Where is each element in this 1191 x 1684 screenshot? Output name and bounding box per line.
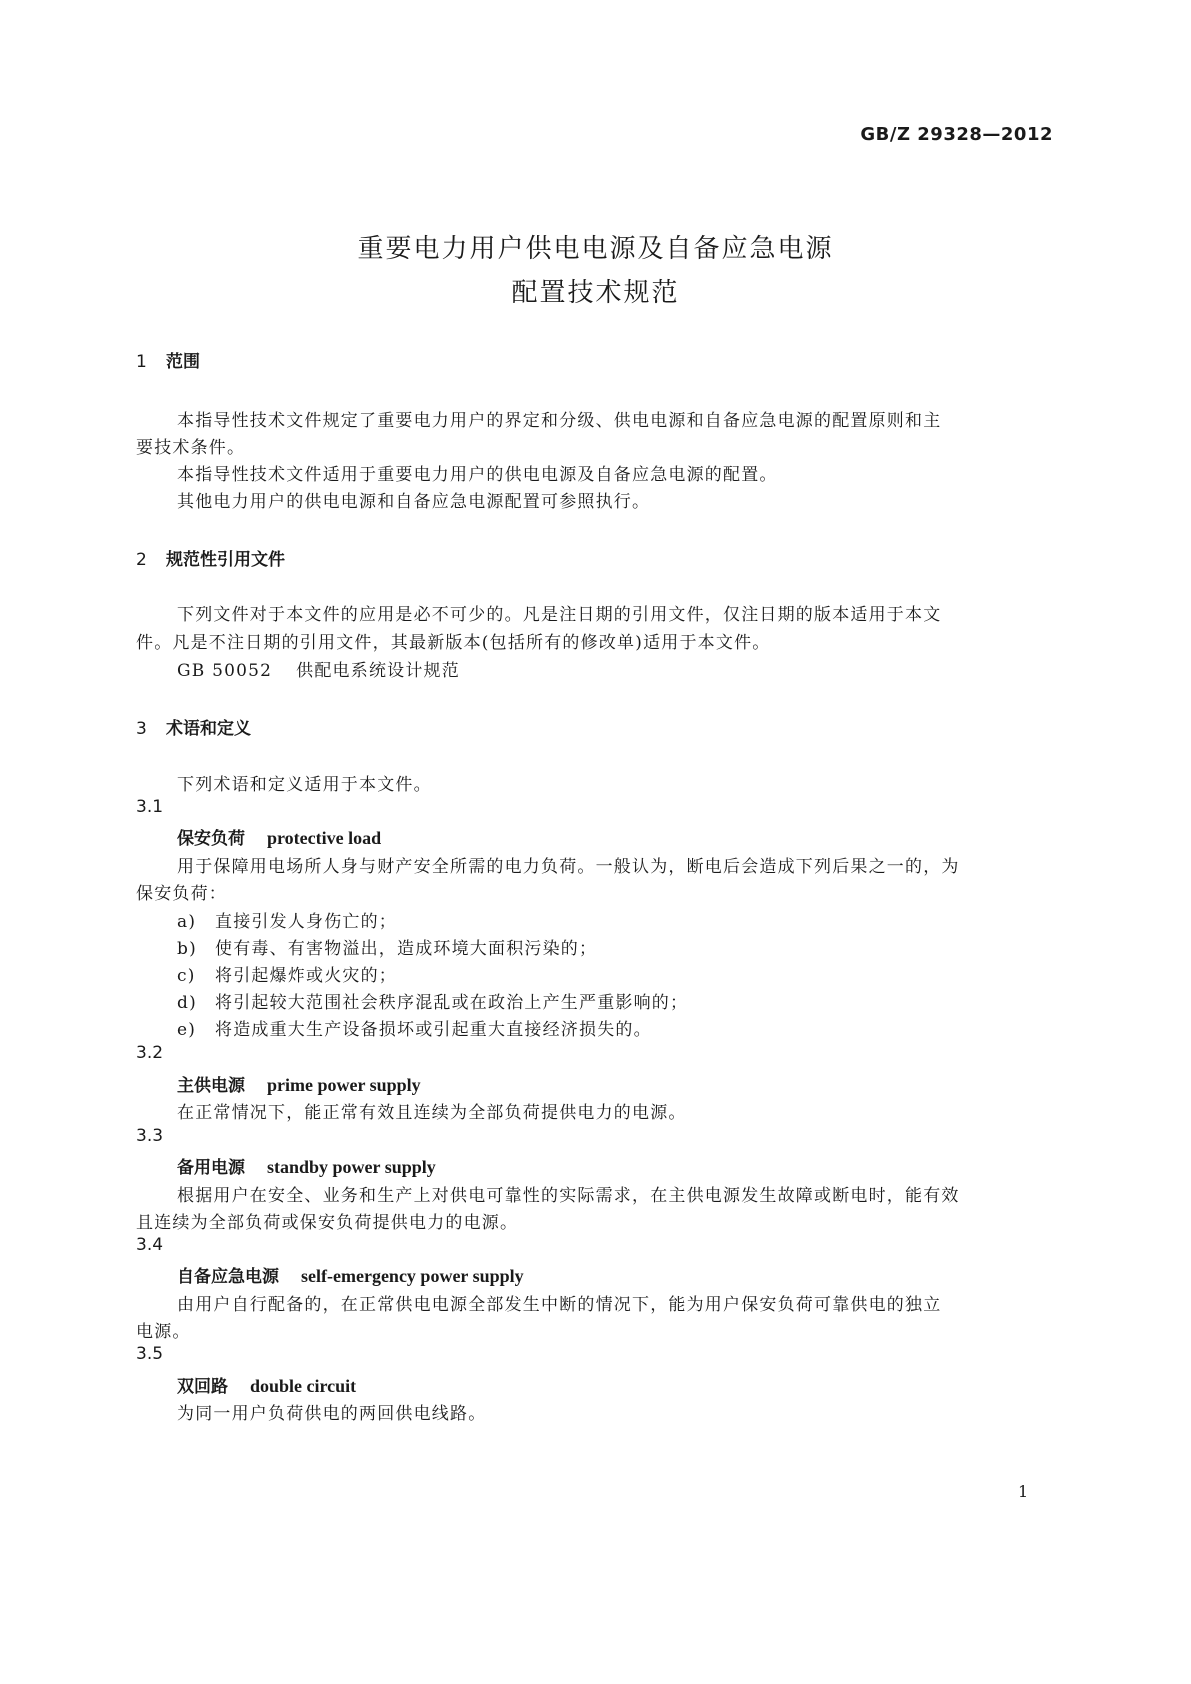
section-title: 术语和定义 [166, 719, 251, 739]
term-entry [177, 1262, 524, 1287]
page-number: 1 [1018, 1482, 1029, 1501]
paragraph-line: 下列术语和定义适用于本文件。 [177, 775, 432, 795]
list-text: 将造成重大生产设备损坏或引起重大直接经济损失的。 [215, 1020, 652, 1040]
section-number: 3 [136, 719, 147, 739]
term-english: protective load [267, 828, 382, 848]
term-entry [177, 824, 381, 849]
term-chinese: 主供电源 [177, 1076, 245, 1096]
definition-line: 在正常情况下，能正常有效且连续为全部负荷提供电力的电源。 [177, 1103, 687, 1123]
list-text: 使有毒、有害物溢出，造成环境大面积污染的； [215, 939, 598, 959]
section-title: 范围 [166, 352, 200, 372]
clause-number: 3.1 [136, 797, 164, 817]
reference-title: 供配电系统设计规范 [296, 661, 460, 681]
standard-number: GB/Z 29328—2012 [860, 124, 1053, 145]
section-number: 1 [136, 352, 147, 372]
definition-line: 保安负荷： [136, 884, 227, 904]
term-chinese: 保安负荷 [177, 829, 245, 849]
term-entry [177, 1153, 436, 1178]
clause-number: 3.5 [136, 1344, 164, 1364]
paragraph-line: 其他电力用户的供电电源和自备应急电源配置可参照执行。 [177, 492, 651, 512]
list-item [177, 1015, 652, 1040]
list-item [177, 907, 397, 932]
term-english: self-emergency power supply [301, 1266, 524, 1286]
term-chinese: 自备应急电源 [177, 1267, 279, 1287]
list-label: b) [177, 939, 197, 959]
definition-line: 电源。 [136, 1322, 191, 1342]
term-entry [177, 1071, 421, 1096]
list-item [177, 961, 397, 986]
section-3-heading [136, 714, 251, 739]
list-label: a) [177, 912, 197, 932]
definition-line: 根据用户在安全、业务和生产上对供电可靠性的实际需求，在主供电源发生故障或断电时，能有效 [177, 1186, 960, 1206]
term-entry [177, 1372, 356, 1397]
reference-code: GB 50052 [177, 661, 273, 681]
term-english: standby power supply [267, 1157, 436, 1177]
clause-number: 3.3 [136, 1126, 164, 1146]
list-item [177, 934, 597, 959]
clause-number: 3.2 [136, 1043, 164, 1063]
list-label: e) [177, 1020, 197, 1040]
document-title-line-2: 配置技术规范 [511, 278, 680, 308]
list-text: 将引起较大范围社会秩序混乱或在政治上产生严重影响的； [215, 993, 689, 1013]
paragraph-line: 要技术条件。 [136, 438, 246, 458]
definition-line: 由用户自行配备的，在正常供电电源全部发生中断的情况下，能为用户保安负荷可靠供电的独立 [177, 1295, 942, 1315]
list-text: 直接引发人身伤亡的； [215, 912, 397, 932]
definition-line: 为同一用户负荷供电的两回供电线路。 [177, 1404, 487, 1424]
list-label: c) [177, 966, 196, 986]
document-title-line-1: 重要电力用户供电电源及自备应急电源 [357, 234, 834, 264]
paragraph-line: 件。凡是不注日期的引用文件，其最新版本(包括所有的修改单)适用于本文件。 [136, 633, 771, 653]
paragraph-line: 本指导性技术文件规定了重要电力用户的界定和分级、供电电源和自备应急电源的配置原则和主 [177, 411, 942, 431]
term-english: double circuit [250, 1376, 357, 1396]
section-2-heading [136, 545, 285, 570]
paragraph-line: 下列文件对于本文件的应用是必不可少的。凡是注日期的引用文件，仅注日期的版本适用于本文 [177, 605, 942, 625]
term-chinese: 双回路 [177, 1377, 228, 1397]
list-item [177, 988, 688, 1013]
list-label: d) [177, 993, 197, 1013]
definition-line: 且连续为全部负荷或保安负荷提供电力的电源。 [136, 1213, 519, 1233]
paragraph-line: 本指导性技术文件适用于重要电力用户的供电电源及自备应急电源的配置。 [177, 465, 778, 485]
term-english: prime power supply [267, 1075, 421, 1095]
normative-reference [177, 656, 460, 681]
section-1-heading [136, 347, 200, 372]
list-text: 将引起爆炸或火灾的； [215, 966, 397, 986]
definition-line: 用于保障用电场所人身与财产安全所需的电力负荷。一般认为，断电后会造成下列后果之一的，为 [177, 857, 960, 877]
section-title: 规范性引用文件 [166, 550, 285, 570]
term-chinese: 备用电源 [177, 1158, 245, 1178]
section-number: 2 [136, 550, 147, 570]
clause-number: 3.4 [136, 1235, 164, 1255]
